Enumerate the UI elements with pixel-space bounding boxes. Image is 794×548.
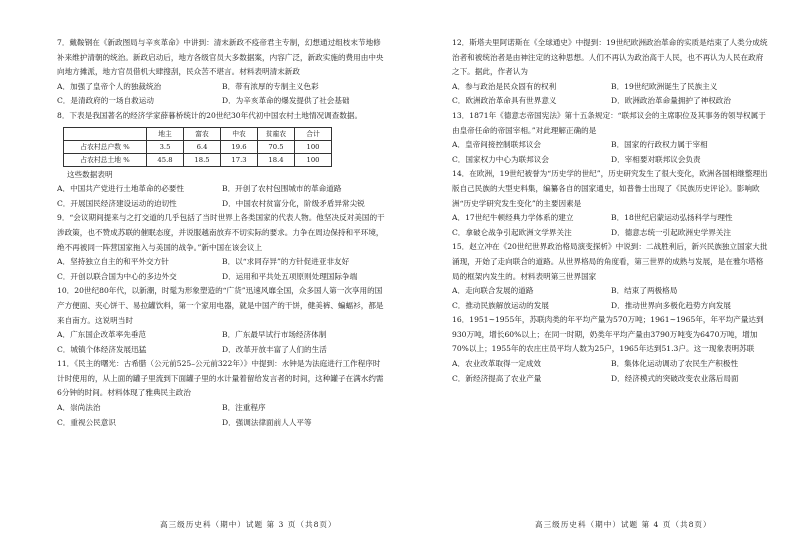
question-stem: 13．1871年《德意志帝国宪法》第十五条规定：“联邦议会的主席职位及其事务的领导权属于由皇帝任命的帝国宰相。”对此理解正确的是 — [452, 110, 766, 135]
option-c: C．开创以联合国为中心的多边外交 — [57, 271, 177, 281]
table-cell: 占农村总土地 % — [64, 153, 147, 166]
option-b: B．国家的行政权力属于宰相 — [611, 140, 708, 150]
option-b: B．集体化运动调动了农民生产积极性 — [611, 359, 739, 369]
option-a: A．17世纪牛顿经典力学体系的建立 — [452, 213, 574, 223]
question-16 — [452, 313, 770, 386]
question-stem: 14．在欧洲，19世纪被誉为“历史学的世纪”，历史研究发生了很大变化，欧洲各国相继整理出版自己民族的大型史料集，编纂各自的国家通史，如普鲁士出现了《民族历史评论》。影响欧洲“历史学研究发生变化”的主要因素是 — [452, 169, 768, 208]
option-c: C．城镇个体经济发展迅猛 — [57, 344, 147, 354]
page-footer-left: 高三级历史科（期中）试题 第 3 页（共8页） — [160, 520, 337, 529]
table-cell — [64, 127, 147, 140]
question-13 — [452, 109, 770, 167]
option-b: B．19世纪欧洲诞生了民族主义 — [611, 81, 718, 91]
option-c: C．欧洲政治革命具有世界意义 — [452, 96, 557, 106]
table-header-row — [64, 127, 332, 140]
option-c: C．国家权力中心为联邦议会 — [452, 154, 549, 164]
option-c: C．拿破仑战争引起欧洲文学界关注 — [452, 227, 572, 237]
question-stem: 12．斯塔夫里阿诺斯在《全球通史》中提到：19世纪欧洲政治革命的实质是结束了人类分成统治者和被统治者是由神注定的这种思想。人们不再认为政治高于人民，也不再认为人民在政府之下。据此，作者认为 — [452, 38, 768, 77]
option-a: A．崇尚法治 — [57, 403, 101, 413]
table-cell: 100 — [295, 140, 332, 153]
option-d: D．改革开放丰富了人们的生活 — [222, 344, 327, 354]
option-c: C．是清政府的一场自救运动 — [57, 96, 154, 106]
table-cell: 18.5 — [184, 153, 221, 166]
option-a: A．农业改革取得一定成效 — [452, 359, 542, 369]
option-d: D．德意志统一引起欧洲史学界关注 — [611, 227, 731, 237]
question-stem: 10．20世纪80年代，以新潮，时髦为形象塑造的“广货”迅速风靡全国，众多国人第一次享用的国产方便面、夹心饼干、易拉罐饮料，第一个家用电器，就是中国产的干饼，健美裤、蝙蝠衫，都是来自南方。这说明当时 — [57, 286, 384, 325]
option-b: B．广东最早试行市场经济体制 — [222, 330, 327, 340]
option-a: A．皇帝间接控制联邦议会 — [452, 140, 542, 150]
table-cell: 富农 — [184, 127, 221, 140]
table-cell: 地主 — [147, 127, 184, 140]
option-c: C．新经济提高了农业产量 — [452, 373, 542, 383]
option-d: D．强调法律面前人人平等 — [222, 417, 312, 427]
table-cell: 18.4 — [258, 153, 295, 166]
option-a: A．中国共产党进行土地革命的必要性 — [57, 184, 184, 194]
table-row — [64, 153, 332, 166]
table-cell: 占农村总户数 % — [64, 140, 147, 153]
option-c: C．重视公民意识 — [57, 417, 116, 427]
option-b: B．注重程序 — [222, 403, 266, 413]
land-survey-table — [63, 127, 332, 167]
option-b: B．以“求同存异”的方针促进亚非友好 — [222, 257, 350, 267]
option-d: D．推动世界向多极化趋势方向发展 — [611, 300, 731, 310]
table-cell: 19.6 — [221, 140, 258, 153]
option-b: B．结束了两极格局 — [611, 286, 678, 296]
option-b: B．18世纪启蒙运动弘扬科学与理性 — [611, 213, 733, 223]
table-cell: 6.4 — [184, 140, 221, 153]
question-7 — [57, 36, 387, 109]
table-cell: 45.8 — [147, 153, 184, 166]
table-cell: 70.5 — [258, 140, 295, 153]
option-b: B．带有浓厚的专制主义色彩 — [222, 81, 319, 91]
option-a: A．走向联合发展的道路 — [452, 286, 534, 296]
question-15 — [452, 240, 770, 313]
option-c: C．开展国民经济建设运动的迫切性 — [57, 198, 177, 208]
left-column — [57, 36, 387, 430]
question-11 — [57, 357, 387, 430]
option-d: D．经济模式的突破改变农业落后局面 — [611, 373, 739, 383]
table-cell: 100 — [295, 153, 332, 166]
table-cell: 3.5 — [147, 140, 184, 153]
question-10 — [57, 284, 387, 357]
option-d: D．宰相要对联邦议会负责 — [611, 154, 701, 164]
table-cell: 中农 — [221, 127, 258, 140]
table-cell: 17.3 — [221, 153, 258, 166]
option-d: D．欧洲政治革命量拥护了神权政治 — [611, 96, 731, 106]
option-a: A．参与政治是民众固有的权利 — [452, 81, 557, 91]
question-stem: 15．赵立冲在《20世纪世界政治格局演变探析》中说到：二战胜利后，新兴民族独立国家大批涌现，开始了走向联合的道路。从世界格局的角度看，第三世界的成熟与发展，是在雅尔塔格局的框架内发生的。材料表明第三世界国家 — [452, 242, 768, 281]
table-cell: 合计 — [295, 127, 332, 140]
right-column — [452, 36, 770, 386]
option-a: A．广东国企改革率先垂范 — [57, 330, 147, 340]
page-footer-right: 高三级历史科（期中）试题 第 4 页（共8页） — [535, 520, 712, 529]
option-d: D．为辛亥革命的爆发提供了社会基础 — [222, 96, 350, 106]
question-stem: 8．下表是我国著名的经济学家薛暮桥统计的20世纪30年代初中国农村土地情况调查数据。 — [57, 110, 363, 120]
question-12 — [452, 36, 770, 109]
table-row — [64, 140, 332, 153]
question-8 — [57, 109, 387, 211]
option-a: A．加强了皇帝个人的独裁统治 — [57, 81, 162, 91]
option-d: D．中国农村贫富分化，阶级矛盾异常尖锐 — [222, 198, 365, 208]
question-9 — [57, 211, 387, 284]
option-a: A．坚持独立自主的和平外交方针 — [57, 257, 169, 267]
option-d: D．运用和平共处五项原则处理国际争端 — [222, 271, 358, 281]
option-c: C．推动民族解放运动的发展 — [452, 300, 549, 310]
option-b: B．开创了农村包围城市的革命道路 — [222, 184, 342, 194]
question-stem: 7．戴鞍钢在《新政图局与辛亥革命》中讲到：清末新政不疫帝君主专制，幻想通过组枝末节地修补来维护清朝的统治。新政启动后，地方各级官员大多数据案，内容广泛，新政实施的费用由中央向地方摊派，地方官员借机大肆搜刮，民众苦不堪言。材料表明清末新政 — [57, 38, 384, 77]
question-14 — [452, 167, 770, 240]
table-cell: 贫雇农 — [258, 127, 295, 140]
question-stem: 16．1951~1955年，苏联肉类的年平均产量为570万吨；1961~1965年，年平均产量达到930万吨，增长60%以上；在同一时期，奶类年平均产量由3790万吨变为6470万吨，增加70%以上；1955年的农庄庄员平均人数为25户，1965年达到51.3户。这一现象表明苏联 — [452, 315, 764, 354]
question-stem: 9．“会议期间提来与之打交道的几乎包括了当时世界上各类国家的代表人物。他坚决反对美国的干涉政策，也不赞成苏联的催眠态度，并说服越南放弃不切实际的要求。力争在周边保持和平环境，绝不再被同一阵营国家拖入与美国的战争。”新中国在该会议上 — [57, 213, 385, 252]
question-stem: 11．《民主的曙光：古希腊（公元前525–公元前322年）》中提到：水钟是为法庭进行工作程序时计时使用的，从上面的罐子里流到下面罐子里的水计量着留给发言者的时间，这种罐子在满水约需6分钟的时间。材料体现了雅典民主政治 — [57, 359, 384, 398]
question-prompt: 这些数据表明 — [67, 169, 113, 179]
